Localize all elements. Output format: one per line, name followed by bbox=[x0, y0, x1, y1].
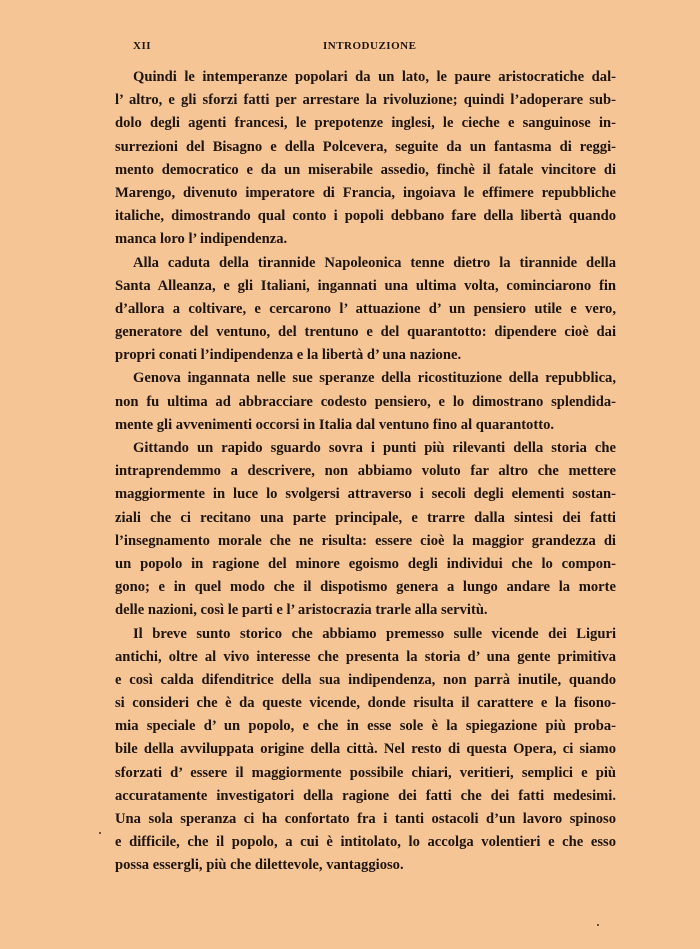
ink-speck bbox=[597, 924, 599, 926]
text-line: Marengo, divenuto imperatore di Francia, ingoiava le effimere repubbliche bbox=[115, 184, 616, 201]
ink-speck bbox=[99, 832, 101, 834]
text-line: l’insegnamento morale che ne risulta: essere cioè la maggior grandezza di bbox=[115, 532, 616, 549]
text-line: generatore del ventuno, del trentuno e del quarantotto: dipendere cioè dai bbox=[115, 324, 616, 341]
text-line: mia speciale d’ un popolo, e che in esse sole è la spiegazione più proba- bbox=[115, 718, 616, 735]
text-line: gono; e in quel modo che il dispotismo genera a lungo andare la morte bbox=[115, 579, 616, 596]
text-line: dolo degli agenti francesi, le prepotenze inglesi, le cieche e sanguinose in- bbox=[115, 115, 616, 132]
text-line: manca loro l’ indipendenza. bbox=[115, 231, 288, 248]
text-line: italiche, dimostrando qual conto i popoli debbano fare della libertà quando bbox=[115, 208, 616, 225]
text-line: delle nazioni, così le parti e l’ aristocrazia trarle alla servitù. bbox=[115, 602, 488, 619]
paragraph bbox=[115, 367, 616, 437]
text-line: si consideri che è da queste vicende, donde risulta il carattere e la fisono- bbox=[115, 695, 616, 712]
running-title: INTRODUZIONE bbox=[323, 40, 417, 52]
page-number: XII bbox=[133, 40, 152, 52]
text-line: accuratamente investigatori della ragione dei fatti che dei fatti medesimi. bbox=[115, 787, 616, 804]
text-line: e difficile, che il popolo, a cui è intitolato, lo accolga volentieri e che esso bbox=[115, 834, 616, 851]
text-line: d’allora a coltivare, e cercarono l’ attuazione d’ un pensiero utile e vero, bbox=[115, 300, 616, 317]
text-line: mento democratico e da un miserabile assedio, finchè il fatale vincitore di bbox=[115, 161, 616, 178]
text-line: sforzati d’ essere il maggiormente possibile chiari, veritieri, semplici e più bbox=[115, 764, 616, 781]
page-header bbox=[133, 38, 616, 58]
body-text bbox=[115, 66, 616, 878]
text-line: maggiormente in luce lo svolgersi attraverso i secoli degli elementi sostan- bbox=[115, 486, 616, 503]
paragraph bbox=[115, 623, 616, 878]
text-line: Il breve sunto storico che abbiamo premesso sulle vicende dei Liguri bbox=[133, 625, 616, 642]
text-line: Santa Alleanza, e gli Italiani, ingannati una ultima volta, cominciarono fin bbox=[115, 277, 616, 294]
text-line: ziali che ci recitano una parte principale, e trarre dalla sintesi dei fatti bbox=[115, 509, 616, 526]
paragraph bbox=[115, 252, 616, 368]
text-line: mente gli avvenimenti occorsi in Italia dal ventuno fino al quarantotto. bbox=[115, 416, 555, 433]
text-line: Gittando un rapido sguardo sovra i punti più rilevanti della storia che bbox=[133, 440, 616, 456]
text-line: Quindi le intemperanze popolari da un lato, le paure aristocratiche dal- bbox=[133, 69, 616, 85]
text-line: surrezioni del Bisagno e della Polcevera, seguite da un fantasma di reggi- bbox=[115, 138, 616, 155]
text-line: antichi, oltre al vivo interesse che presenta la storia d’ una gente primitiva bbox=[115, 648, 616, 665]
text-line: Genova ingannata nelle sue speranze della ricostituzione della repubblica, bbox=[133, 370, 616, 387]
text-line: possa essergli, più che dilettevole, vantaggioso. bbox=[115, 857, 404, 874]
text-line: e così calda difenditrice della sua indipendenza, non parrà inutile, quando bbox=[115, 671, 616, 688]
paragraph bbox=[115, 66, 616, 252]
text-line: intraprendemmo a descrivere, non abbiamo voluto far altro che mettere bbox=[115, 463, 616, 480]
text-line: un popolo in ragione del minore egoismo degli individui che lo compon- bbox=[115, 555, 616, 572]
paragraph bbox=[115, 437, 616, 623]
text-line: Alla caduta della tirannide Napoleonica tenne dietro la tirannide della bbox=[133, 254, 616, 271]
text-line: bile della avviluppata origine della città. Nel resto di questa Opera, ci siamo bbox=[115, 741, 616, 758]
text-line: propri conati l’indipendenza e la libertà d’ una nazione. bbox=[115, 347, 462, 364]
text-line: Una sola speranza ci ha confortato fra i tanti ostacoli d’un lavoro spinoso bbox=[115, 811, 616, 827]
text-line: l’ altro, e gli sforzi fatti per arrestare la rivoluzione; quindi l’adoperare sub- bbox=[115, 92, 616, 109]
text-line: non fu ultima ad abbracciare codesto pensiero, e lo dimostrano splendida- bbox=[115, 393, 616, 410]
